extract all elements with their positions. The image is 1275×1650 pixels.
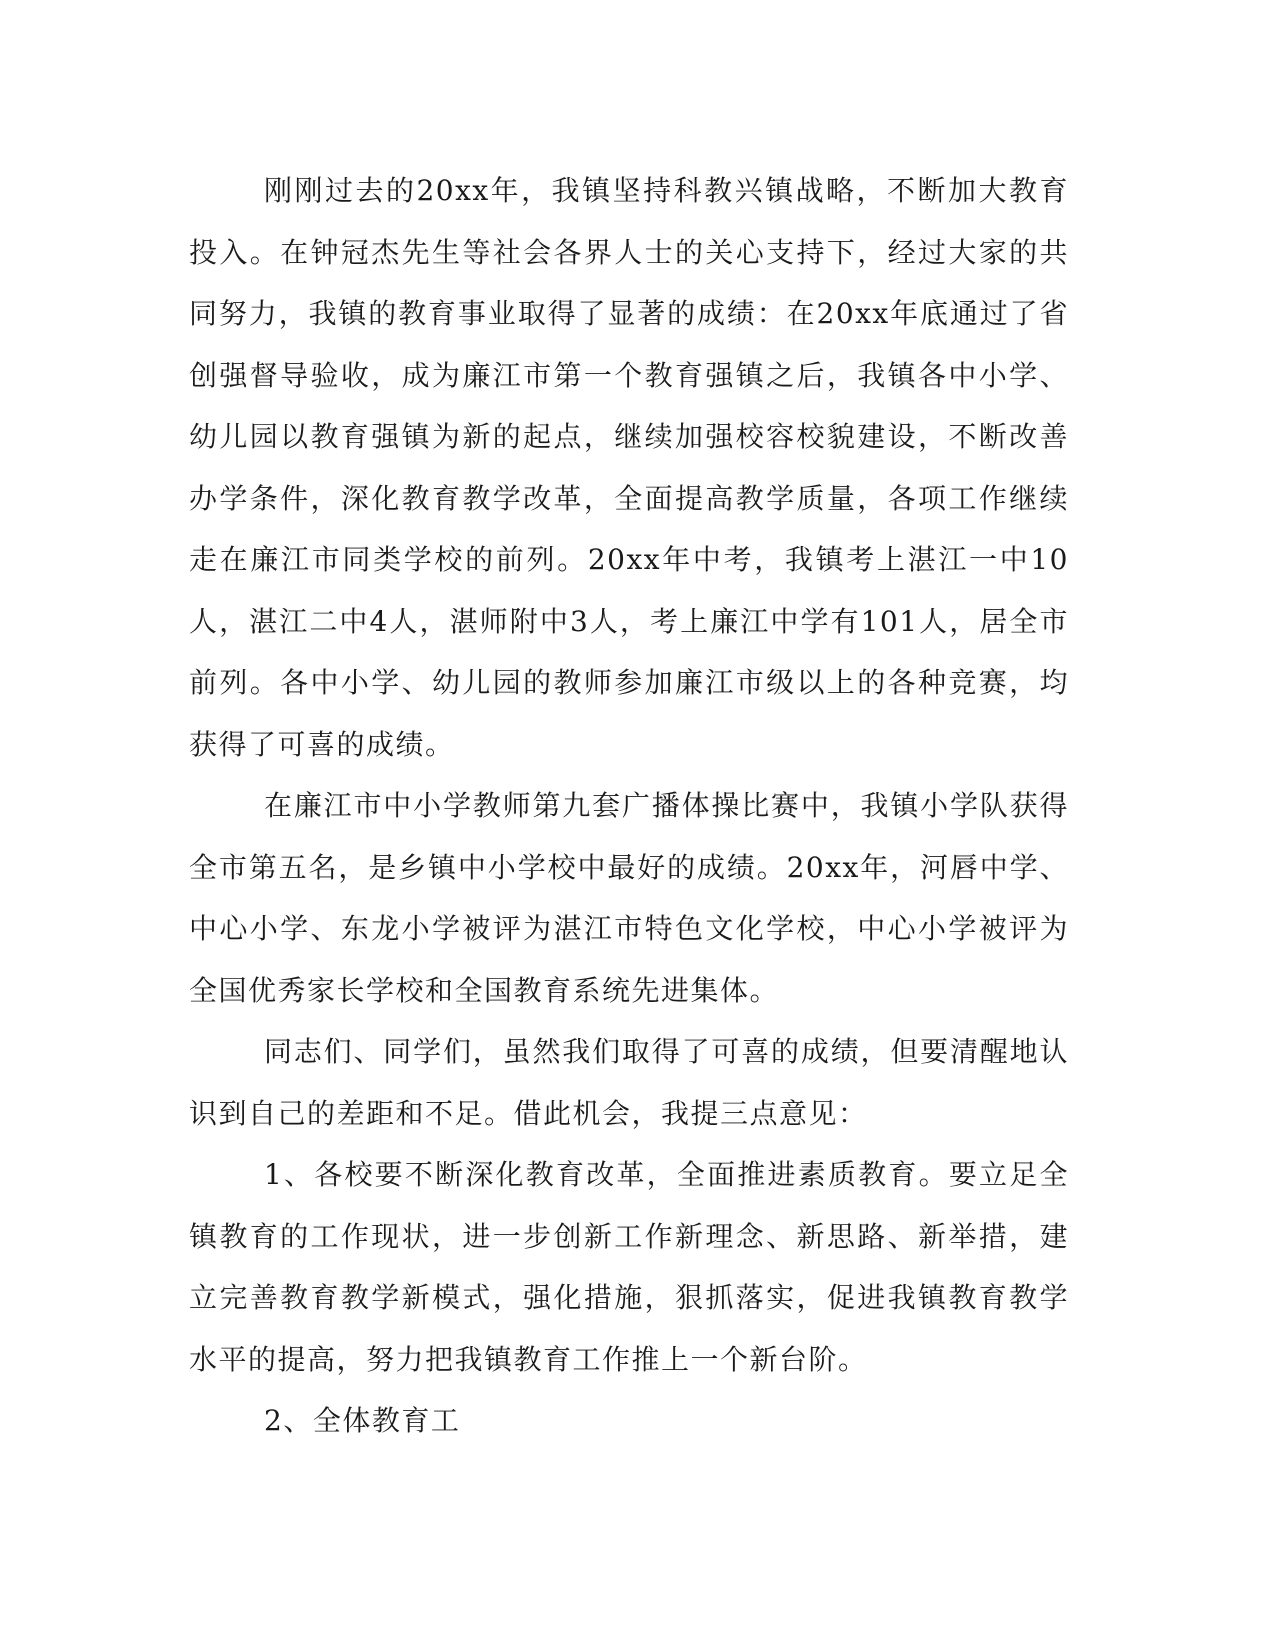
paragraph-achievements: 刚刚过去的20xx年，我镇坚持科教兴镇战略，不断加大教育投入。在钟冠杰先生等社会各界人士的关心支持下，经过大家的共同努力，我镇的教育事业取得了显著的成绩：在20xx年底通过了省创强督导验收，成为廉江市第一个教育强镇之后，我镇各中小学、幼儿园以教育强镇为新的起点，继续加强校容校貌建设，不断改善办学条件，深化教育教学改革，全面提高教学质量，各项工作继续走在廉江市同类学校的前列。20xx年中考，我镇考上湛江一中10人，湛江二中4人，湛师附中3人，考上廉江中学有101人，居全市前列。各中小学、幼儿园的教师参加廉江市级以上的各种竞赛，均获得了可喜的成绩。 [189,174,1069,761]
document-body [189,160,1069,1452]
paragraph-point-2: 2、全体教育工 [264,1404,461,1437]
paragraph-transition: 同志们、同学们，虽然我们取得了可喜的成绩，但要清醒地认识到自己的差距和不足。借此机会，我提三点意见： [189,1035,1069,1130]
paragraph-competition: 在廉江市中小学教师第九套广播体操比赛中，我镇小学队获得全市第五名，是乡镇中小学校中最好的成绩。20xx年，河唇中学、中心小学、东龙小学被评为湛江市特色文化学校，中心小学被评为全国优秀家长学校和全国教育系统先进集体。 [189,789,1069,1007]
paragraph-point-1: 1、各校要不断深化教育改革，全面推进素质教育。要立足全镇教育的工作现状，进一步创新工作新理念、新思路、新举措，建立完善教育教学新模式，强化措施，狠抓落实，促进我镇教育教学水平的提高，努力把我镇教育工作推上一个新台阶。 [189,1158,1069,1376]
